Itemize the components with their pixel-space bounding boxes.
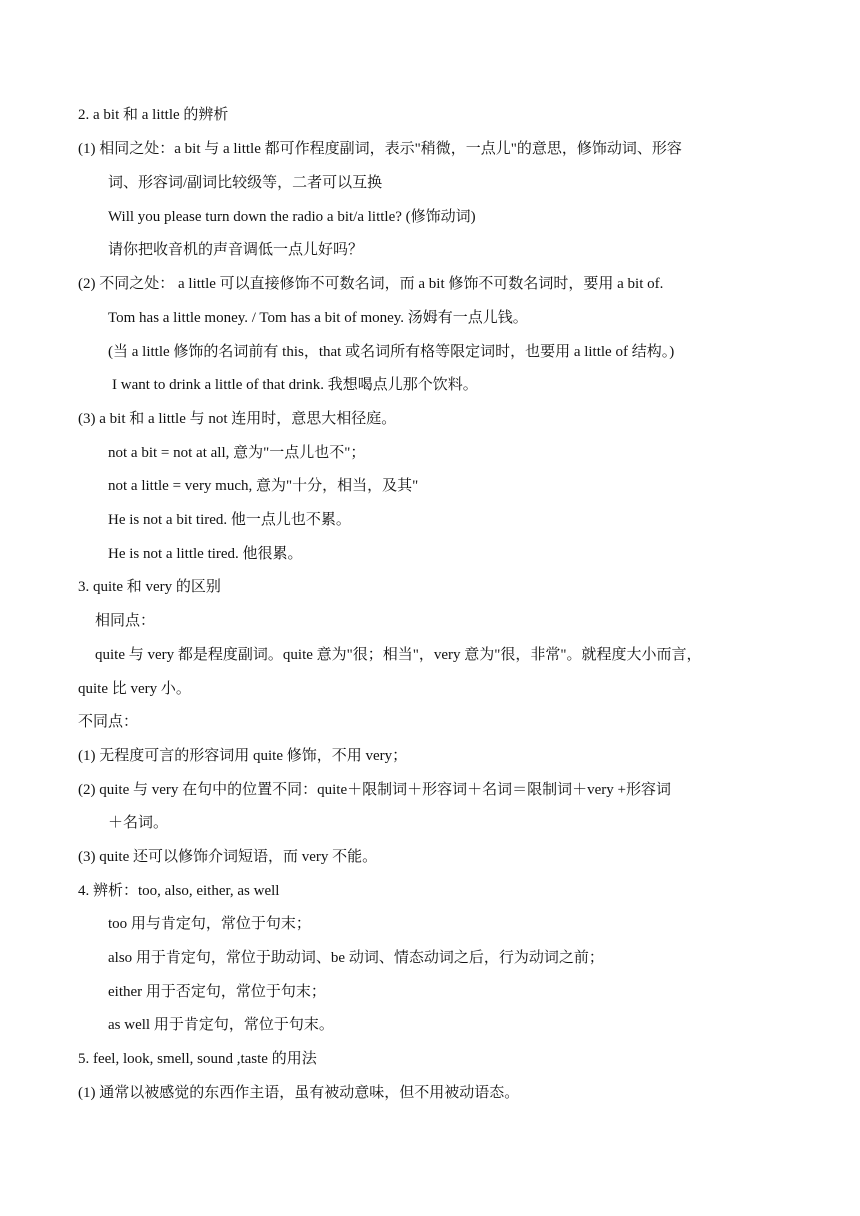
heading-2: 2. a bit 和 a little 的辨析 (78, 107, 229, 123)
example-sentence: He is not a bit tired. 他一点儿也不累。 (108, 512, 351, 528)
rule-line: also 用于肯定句，常位于助动词、be 动词、情态动词之后，行为动词之前； (108, 950, 604, 966)
item-5-1: (1) 通常以被感觉的东西作主语，虽有被动意味，但不用被动语态。 (78, 1085, 520, 1101)
rule-line: not a bit = not at all, 意为"一点儿也不"； (108, 445, 366, 461)
rule-line: either 用于否定句，常位于句末； (108, 984, 326, 1000)
subheading-diff: 不同点： (78, 714, 139, 730)
example-sentence: Will you please turn down the radio a bit/a little? (修饰动词) (108, 209, 476, 225)
item-3-2: (2) quite 与 very 在句中的位置不同：quite＋限制词＋形容词＋名词＝限制词＋very +形容词 (78, 782, 671, 798)
example-sentence: Tom has a little money. / Tom has a bit of money. 汤姆有一点儿钱。 (108, 310, 528, 326)
item-3-2-cont: ＋名词。 (108, 815, 169, 831)
item-2-2: (2) 不同之处： a little 可以直接修饰不可数名词，而 a bit 修饰不可数名词时，要用 a bit of. (78, 276, 664, 292)
item-3-3: (3) quite 还可以修饰介词短语，而 very 不能。 (78, 849, 378, 865)
rule-line: too 用与肯定句，常位于句末； (108, 916, 311, 932)
heading-5: 5. feel, look, smell, sound ,taste 的用法 (78, 1051, 317, 1067)
example-translation: 请你把收音机的声音调低一点儿好吗？ (108, 242, 364, 258)
example-sentence: He is not a little tired. 他很累。 (108, 546, 303, 562)
paragraph-line: quite 与 very 都是程度副词。quite 意为"很；相当"，very 意为"很，非常"。就程度大小而言， (95, 647, 702, 663)
note-line: (当 a little 修饰的名词前有 this，that 或名词所有格等限定词时，也要用 a little of 结构。) (108, 344, 675, 360)
item-2-1-cont: 词、形容词/副词比较级等，二者可以互换 (108, 175, 383, 191)
rule-line: as well 用于肯定句，常位于句末。 (108, 1017, 334, 1033)
rule-line: not a little = very much, 意为"十分，相当，及其" (108, 478, 419, 494)
subheading-same: 相同点： (95, 613, 156, 629)
paragraph-line: quite 比 very 小。 (78, 681, 191, 697)
item-2-1: (1) 相同之处：a bit 与 a little 都可作程度副词，表示"稍微，一点儿"的意思，修饰动词、形容 (78, 141, 682, 157)
item-2-3: (3) a bit 和 a little 与 not 连用时，意思大相径庭。 (78, 411, 397, 427)
item-3-1: (1) 无程度可言的形容词用 quite 修饰，不用 very； (78, 748, 408, 764)
example-sentence: I want to drink a little of that drink. 我想喝点儿那个饮料。 (112, 377, 478, 393)
heading-3: 3. quite 和 very 的区别 (78, 579, 221, 595)
heading-4: 4. 辨析：too, also, either, as well (78, 883, 280, 899)
